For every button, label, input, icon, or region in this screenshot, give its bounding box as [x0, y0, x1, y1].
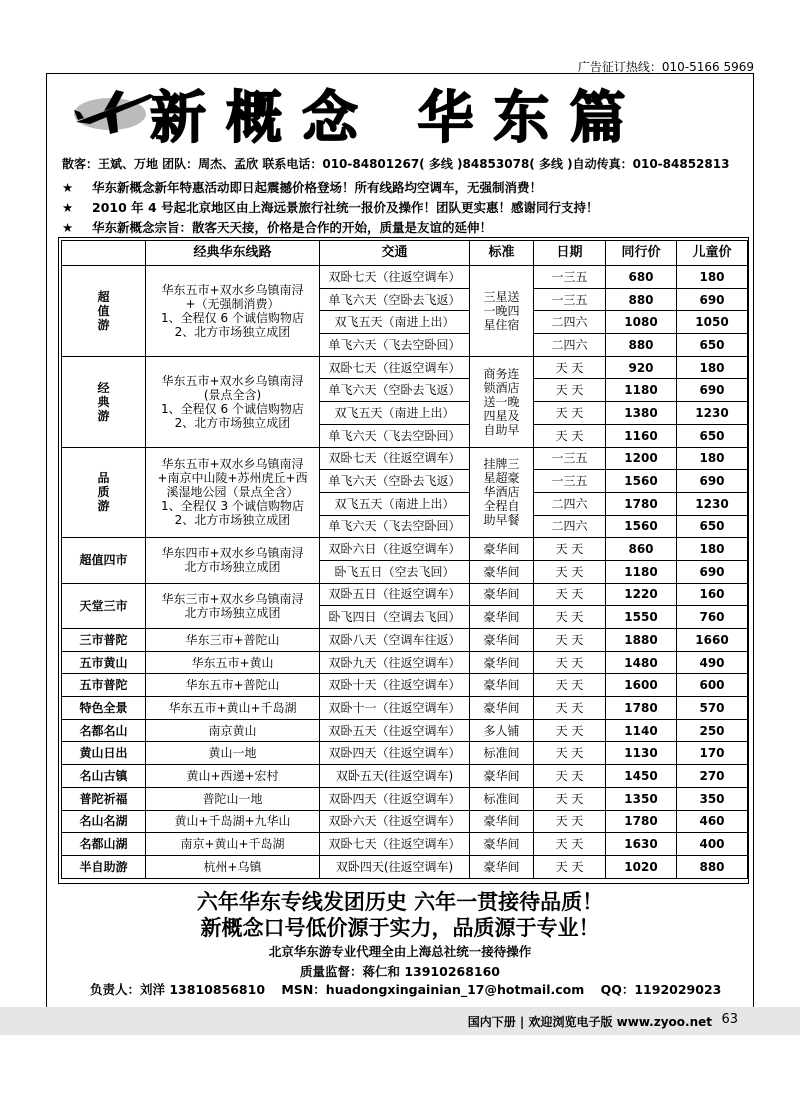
transport-cell: 双卧四天（往返空调车） — [320, 787, 470, 810]
route-line: 华东五市+双水乡乌镇南浔 — [161, 373, 304, 388]
route-line: 溪湿地公园（景点全含） — [166, 485, 299, 500]
price-cell: 920 — [606, 356, 677, 379]
route-line: (景点全含) — [203, 387, 262, 402]
route-category: 名都山湖 — [62, 833, 146, 856]
table-row — [62, 719, 748, 742]
child-price-cell: 760 — [677, 606, 748, 629]
route-line: 华东五市+双水乡乌镇南浔 — [161, 282, 304, 297]
route-category: 半自助游 — [62, 855, 146, 878]
route-category: 特色全景 — [62, 697, 146, 720]
route-description: 黄山+西递+宏村 — [146, 765, 320, 788]
date-cell: 一三五 — [534, 447, 606, 470]
child-price-cell: 690 — [677, 288, 748, 311]
transport-cell: 单飞六天（飞去空卧回） — [320, 515, 470, 538]
route-description: 黄山一地 — [146, 742, 320, 765]
standard-cell: 豪华间 — [470, 560, 534, 583]
child-price-cell: 1660 — [677, 629, 748, 652]
price-cell: 1160 — [606, 424, 677, 447]
transport-cell: 双卧四天（往返空调车） — [320, 742, 470, 765]
header-standard: 标准 — [470, 241, 534, 266]
price-cell: 1380 — [606, 402, 677, 425]
child-price-cell: 570 — [677, 697, 748, 720]
price-cell: 1560 — [606, 515, 677, 538]
table-row — [62, 356, 748, 379]
child-price-cell: 160 — [677, 583, 748, 606]
standard-cell: 豪华间 — [470, 674, 534, 697]
route-description — [146, 583, 320, 628]
price-cell: 1180 — [606, 560, 677, 583]
transport-cell: 双卧七天（往返空调车） — [320, 266, 470, 289]
transport-cell: 双飞五天（南进上出） — [320, 492, 470, 515]
standard-cell: 标准间 — [470, 742, 534, 765]
child-price-cell: 350 — [677, 787, 748, 810]
date-cell: 二四六 — [534, 492, 606, 515]
transport-cell: 单飞六天（空卧去飞返） — [320, 470, 470, 493]
price-cell: 1780 — [606, 492, 677, 515]
transport-cell: 双卧四天(往返空调车) — [320, 855, 470, 878]
date-cell: 天 天 — [534, 379, 606, 402]
child-price-cell: 460 — [677, 810, 748, 833]
date-cell: 天 天 — [534, 810, 606, 833]
child-price-cell: 650 — [677, 334, 748, 357]
route-table-box — [58, 237, 749, 884]
date-cell: 天 天 — [534, 742, 606, 765]
footer-text: 国内下册 | 欢迎浏览电子版 www.zyoo.net — [467, 1015, 712, 1029]
child-price-cell: 250 — [677, 719, 748, 742]
page-number: 63 — [721, 1012, 738, 1027]
price-cell: 1180 — [606, 379, 677, 402]
route-line: 1、全程仅 3 个诚信购物店 — [161, 499, 304, 514]
transport-cell: 双卧五天(往返空调车) — [320, 765, 470, 788]
price-cell: 880 — [606, 288, 677, 311]
standard-cell: 豪华间 — [470, 606, 534, 629]
table-row — [62, 697, 748, 720]
standard-cell: 豪华间 — [470, 651, 534, 674]
route-description: 杭州+乌镇 — [146, 855, 320, 878]
route-line: +南京中山陵+苏州虎丘+西 — [157, 471, 308, 486]
route-line: 华东三市+双水乡乌镇南浔 — [161, 591, 304, 606]
price-cell: 1020 — [606, 855, 677, 878]
contact-line: 散客：王斌、万地 团队：周杰、孟欣 联系电话：010-84801267( 多线 )84853078( 多线 )自动传真：010-84852813 — [62, 157, 730, 171]
responsible-person: 负责人：刘洋 13810856810 — [90, 982, 266, 997]
child-price-cell: 1230 — [677, 492, 748, 515]
route-category: 天堂三市 — [62, 583, 146, 628]
route-category: 名都名山 — [62, 719, 146, 742]
route-description: 华东五市+黄山 — [146, 651, 320, 674]
route-category: 超值四市 — [62, 538, 146, 583]
price-cell: 1780 — [606, 697, 677, 720]
table-row — [62, 629, 748, 652]
route-description: 黄山+千岛湖+九华山 — [146, 810, 320, 833]
route-line: 北方市场独立成团 — [184, 560, 281, 575]
route-category: 名山古镇 — [62, 765, 146, 788]
table-row — [62, 833, 748, 856]
transport-cell: 双卧七天（往返空调车） — [320, 833, 470, 856]
price-cell: 680 — [606, 266, 677, 289]
quality-line: 质量监督：蒋仁和 13910268160 — [299, 964, 501, 979]
child-price-cell: 180 — [677, 538, 748, 561]
transport-cell: 双卧六日（往返空调车） — [320, 538, 470, 561]
table-row — [62, 787, 748, 810]
transport-cell: 卧飞五日（空去飞回） — [320, 560, 470, 583]
route-category: 品 质 游 — [62, 447, 146, 538]
table-row — [62, 810, 748, 833]
date-cell: 天 天 — [534, 629, 606, 652]
date-cell: 天 天 — [534, 855, 606, 878]
child-price-cell: 1230 — [677, 402, 748, 425]
standard-cell: 豪华间 — [470, 629, 534, 652]
route-line: 华东五市+双水乡乌镇南浔 — [161, 457, 304, 472]
child-price-cell: 690 — [677, 470, 748, 493]
child-price-cell: 600 — [677, 674, 748, 697]
table-row — [62, 742, 748, 765]
header-date: 日期 — [534, 241, 606, 266]
route-category: 五市普陀 — [62, 674, 146, 697]
child-price-cell: 880 — [677, 855, 748, 878]
child-price-cell: 180 — [677, 447, 748, 470]
star-icon: ★ — [62, 220, 74, 235]
date-cell: 一三五 — [534, 288, 606, 311]
child-price-cell: 490 — [677, 651, 748, 674]
transport-cell: 双卧五日（往返空调车） — [320, 583, 470, 606]
route-line: 2、北方市场独立成团 — [174, 324, 291, 339]
transport-cell: 双卧七天（往返空调车） — [320, 356, 470, 379]
transport-cell: 双卧十天（往返空调车） — [320, 674, 470, 697]
price-cell: 1560 — [606, 470, 677, 493]
route-category: 名山名湖 — [62, 810, 146, 833]
date-cell: 一三五 — [534, 266, 606, 289]
standard-cell: 标准间 — [470, 787, 534, 810]
date-cell: 天 天 — [534, 697, 606, 720]
table-row — [62, 765, 748, 788]
child-price-cell: 1050 — [677, 311, 748, 334]
child-price-cell: 170 — [677, 742, 748, 765]
date-cell: 天 天 — [534, 719, 606, 742]
price-cell: 1630 — [606, 833, 677, 856]
route-category: 三市普陀 — [62, 629, 146, 652]
transport-cell: 双卧五天（往返空调车） — [320, 719, 470, 742]
route-category: 经 典 游 — [62, 356, 146, 447]
header-price: 同行价 — [606, 241, 677, 266]
route-description — [146, 538, 320, 583]
star-icon: ★ — [62, 200, 74, 215]
header-child-price: 儿童价 — [677, 241, 748, 266]
price-cell: 880 — [606, 334, 677, 357]
date-cell: 天 天 — [534, 356, 606, 379]
transport-cell: 双飞五天（南进上出） — [320, 402, 470, 425]
route-line: +（无强制消费） — [185, 296, 280, 311]
slogan-line-2: 新概念口号低价源于实力，品质源于专业！ — [200, 915, 600, 940]
standard-cell: 豪华间 — [470, 538, 534, 561]
route-line: 华东四市+双水乡乌镇南浔 — [161, 546, 304, 561]
route-description: 南京+黄山+千岛湖 — [146, 833, 320, 856]
price-cell: 1080 — [606, 311, 677, 334]
table-row — [62, 651, 748, 674]
standard-cell: 多人铺 — [470, 719, 534, 742]
route-description — [146, 356, 320, 447]
price-cell: 1220 — [606, 583, 677, 606]
route-description — [146, 447, 320, 538]
table-row — [62, 855, 748, 878]
date-cell: 二四六 — [534, 311, 606, 334]
route-line: 2、北方市场独立成团 — [174, 513, 291, 528]
transport-cell: 单飞六天（空卧去飞返） — [320, 288, 470, 311]
table-header-row — [62, 241, 748, 266]
route-description: 华东五市+普陀山 — [146, 674, 320, 697]
header-category — [62, 241, 146, 266]
contact-info-line — [90, 980, 733, 998]
child-price-cell: 650 — [677, 515, 748, 538]
child-price-cell: 650 — [677, 424, 748, 447]
page-title: 新概念 华东篇 — [150, 85, 646, 151]
standard-cell: 豪华间 — [470, 583, 534, 606]
route-category: 黄山日出 — [62, 742, 146, 765]
header-route: 经典华东线路 — [146, 241, 320, 266]
route-description — [146, 266, 320, 357]
page-footer — [0, 1007, 800, 1035]
child-price-cell: 180 — [677, 356, 748, 379]
table-row — [62, 447, 748, 470]
ad-hotline: 广告征订热线：010-5166 5969 — [577, 60, 754, 74]
date-cell: 二四六 — [534, 515, 606, 538]
agent-line: 北京华东游专业代理全由上海总社统一接待操作 — [268, 944, 532, 959]
route-description: 华东五市+黄山+千岛湖 — [146, 697, 320, 720]
route-line: 1、全程仅 6 个诚信购物店 — [161, 401, 304, 416]
route-description: 南京黄山 — [146, 719, 320, 742]
standard-cell: 豪华间 — [470, 833, 534, 856]
transport-cell: 双卧六天（往返空调车） — [320, 810, 470, 833]
transport-cell: 单飞六天（空卧去飞返） — [320, 379, 470, 402]
date-cell: 一三五 — [534, 470, 606, 493]
date-cell: 天 天 — [534, 424, 606, 447]
price-cell: 1140 — [606, 719, 677, 742]
price-cell: 1350 — [606, 787, 677, 810]
date-cell: 天 天 — [534, 560, 606, 583]
route-line: 1、全程仅 6 个诚信购物店 — [161, 310, 304, 325]
date-cell: 天 天 — [534, 402, 606, 425]
price-cell: 1480 — [606, 651, 677, 674]
table-row — [62, 674, 748, 697]
standard-cell: 挂牌三 星超豪 华酒店 全程自 助早餐 — [470, 447, 534, 538]
price-cell: 860 — [606, 538, 677, 561]
standard-cell: 豪华间 — [470, 810, 534, 833]
header-transport: 交通 — [320, 241, 470, 266]
qq-contact: QQ：1192029023 — [600, 982, 722, 997]
price-cell: 1880 — [606, 629, 677, 652]
route-line: 2、北方市场独立成团 — [174, 415, 291, 430]
transport-cell: 双卧八天（空调车往返） — [320, 629, 470, 652]
transport-cell: 单飞六天（飞去空卧回） — [320, 334, 470, 357]
transport-cell: 卧飞四日（空调去飞回） — [320, 606, 470, 629]
notice-line: ★ 2010 年 4 号起北京地区由上海远景旅行社统一报价及操作！团队更实惠！感谢同行支持！ — [62, 200, 599, 215]
date-cell: 天 天 — [534, 538, 606, 561]
transport-cell: 双卧九天（往返空调车） — [320, 651, 470, 674]
airplane-logo-icon — [70, 80, 156, 142]
transport-cell: 单飞六天（飞去空卧回） — [320, 424, 470, 447]
price-cell: 1780 — [606, 810, 677, 833]
child-price-cell: 180 — [677, 266, 748, 289]
standard-cell: 豪华间 — [470, 855, 534, 878]
route-category: 超 值 游 — [62, 266, 146, 357]
date-cell: 二四六 — [534, 334, 606, 357]
child-price-cell: 400 — [677, 833, 748, 856]
date-cell: 天 天 — [534, 583, 606, 606]
date-cell: 天 天 — [534, 787, 606, 810]
standard-cell: 商务连 锁酒店 送一晚 四星及 自助早 — [470, 356, 534, 447]
msn-contact: MSN：huadongxingainian_17@hotmail.com — [281, 982, 585, 997]
child-price-cell: 690 — [677, 379, 748, 402]
route-line: 北方市场独立成团 — [184, 605, 281, 620]
star-icon: ★ — [62, 180, 74, 195]
standard-cell: 豪华间 — [470, 765, 534, 788]
table-row — [62, 538, 748, 561]
table-row — [62, 266, 748, 289]
notice-line: ★ 华东新概念宗旨：散客天天接，价格是合作的开始，质量是友谊的延伸！ — [62, 220, 493, 235]
date-cell: 天 天 — [534, 674, 606, 697]
date-cell: 天 天 — [534, 651, 606, 674]
child-price-cell: 270 — [677, 765, 748, 788]
child-price-cell: 690 — [677, 560, 748, 583]
slogan-line-1: 六年华东专线发团历史 六年一贯接待品质！ — [196, 889, 604, 914]
price-cell: 1450 — [606, 765, 677, 788]
standard-cell: 三星送 一晚四 星住宿 — [470, 266, 534, 357]
date-cell: 天 天 — [534, 606, 606, 629]
route-category: 普陀祈福 — [62, 787, 146, 810]
route-category: 五市黄山 — [62, 651, 146, 674]
price-cell: 1130 — [606, 742, 677, 765]
price-cell: 1200 — [606, 447, 677, 470]
transport-cell: 双卧七天（往返空调车） — [320, 447, 470, 470]
route-description: 华东三市+普陀山 — [146, 629, 320, 652]
price-cell: 1550 — [606, 606, 677, 629]
route-price-table — [61, 240, 748, 879]
price-cell: 1600 — [606, 674, 677, 697]
date-cell: 天 天 — [534, 765, 606, 788]
standard-cell: 豪华间 — [470, 697, 534, 720]
route-description: 普陀山一地 — [146, 787, 320, 810]
transport-cell: 双飞五天（南进上出） — [320, 311, 470, 334]
notice-line: ★ 华东新概念新年特惠活动即日起震撼价格登场！所有线路均空调车，无强制消费！ — [62, 180, 543, 195]
table-row — [62, 583, 748, 606]
transport-cell: 双卧十一（往返空调车） — [320, 697, 470, 720]
date-cell: 天 天 — [534, 833, 606, 856]
